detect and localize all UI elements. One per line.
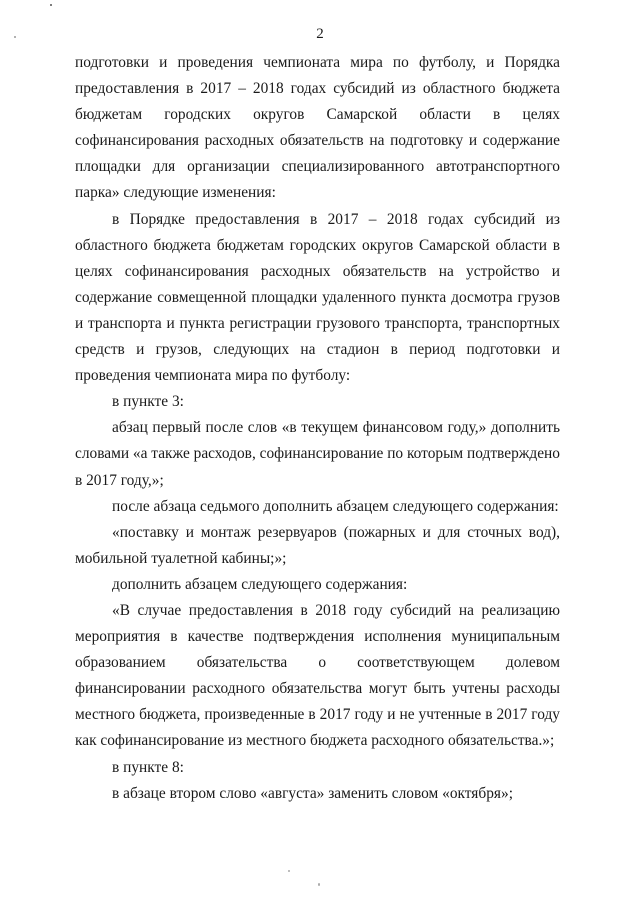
paragraph-add-paragraph: дополнить абзацем следующего содержания: [112,575,408,593]
paragraph-point-3: в пункте 3: [112,393,184,411]
paragraph-point-8: в пункте 8: [112,758,184,776]
paragraph-after-seventh: после абзаца седьмого дополнить абзацем следующего содержания: [112,497,559,515]
paragraph-order-header: в Порядке предоставления в 2017 – 2018 годах субсидий из областного бюджета бюджетам городских округов Самарской области в целях софинансирования расходных обязательств на устройство и содержание совмещенной площадки удаленного пункта досмотра грузов и транспорта и пункта регистрации грузового транспорта, транспортных средств и грузов, следующих на стадион в период подготовки и проведения чемпионата мира по футболу: [75,210,560,385]
page-number: 2 [316,26,324,42]
paragraph-august-october: в абзаце втором слово «августа» заменить словом «октября»; [112,784,513,802]
document-body [75,50,560,807]
paragraph-intro: подготовки и проведения чемпионата мира по футболу, и Порядка предоставления в 2017 – 2018 годах субсидий из областного бюджета бюджетам городских округов Самарской области в целях софинансирования расходных обязательств на подготовку и содержание площадки для организации специализированного автотранспортного парка» следующие изменения: [75,54,560,202]
paragraph-first-amend: абзац первый после слов «в текущем финансовом году,» дополнить словами «а также расходов, софинансирование по которым подтверждено в 2017 году,»; [75,419,560,489]
paragraph-case-2018-quote: «В случае предоставления в 2018 году субсидий на реализацию мероприятия в качестве подтверждения исполнения муниципальным образованием обязательства о соответствующем долевом финансировании расходного обязательства могут быть учтены расходы местного бюджета, произведенные в 2017 году и не учтенные в 2017 году как софинансирование из местного бюджета расходного обязательства.»; [75,601,560,750]
paragraph-tanks-quote: «поставку и монтаж резервуаров (пожарных и для сточных вод), мобильной туалетной кабины;»; [75,523,560,567]
scan-speck [50,4,52,6]
scan-speck [288,870,290,872]
scan-speck [318,883,320,886]
scan-speck [14,36,16,38]
